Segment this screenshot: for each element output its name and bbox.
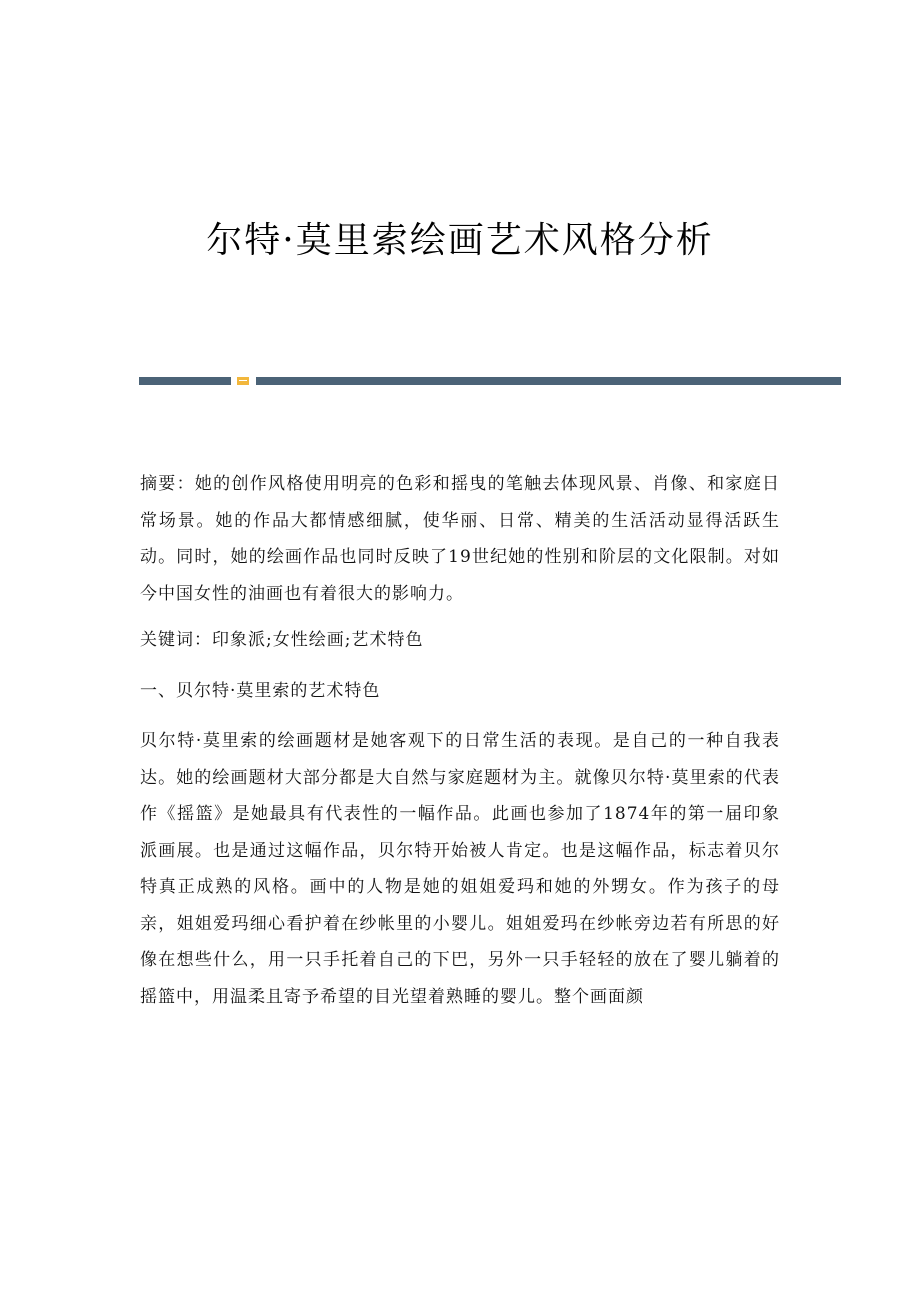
keywords-line: 关键词：印象派;女性绘画;艺术特色	[140, 630, 424, 650]
document-title: 尔特·莫里索绘画艺术风格分析	[206, 220, 714, 261]
document-body	[140, 466, 780, 1029]
divider-bar-left	[139, 377, 231, 385]
abstract-paragraph: 摘要：她的创作风格使用明亮的色彩和摇曳的笔触去体现风景、肖像、和家庭日常场景。她的作品大都情感细腻，使华丽、日常、精美的生活活动显得活跃生动。同时，她的绘画作品也同时反映了19世纪她的性别和阶层的文化限制。对如今中国女性的油画也有着很大的影响力。	[140, 474, 780, 604]
section-heading: 一、贝尔特·莫里索的艺术特色	[140, 680, 381, 701]
body-paragraph: 贝尔特·莫里索的绘画题材是她客观下的日常生活的表现。是自己的一种自我表达。她的绘画题材大部分都是大自然与家庭题材为主。就像贝尔特·莫里索的代表作《摇篮》是她最具有代表性的一幅作品。此画也参加了1874年的第一届印象派画展。也是通过这幅作品，贝尔特开始被人肯定。也是这幅作品，标志着贝尔特真正成熟的风格。画中的人物是她的姐姐爱玛和她的外甥女。作为孩子的母亲，姐姐爱玛细心看护着在纱帐里的小婴儿。姐姐爱玛在纱帐旁边若有所思的好像在想些什么，用一只手托着自己的下巴，另外一只手轻轻的放在了婴儿躺着的摇篮中，用温柔且寄予希望的目光望着熟睡的婴儿。整个画面颜	[140, 731, 780, 1007]
title-divider	[139, 374, 841, 386]
divider-bar-right	[256, 377, 841, 385]
divider-marker-icon	[237, 375, 249, 385]
